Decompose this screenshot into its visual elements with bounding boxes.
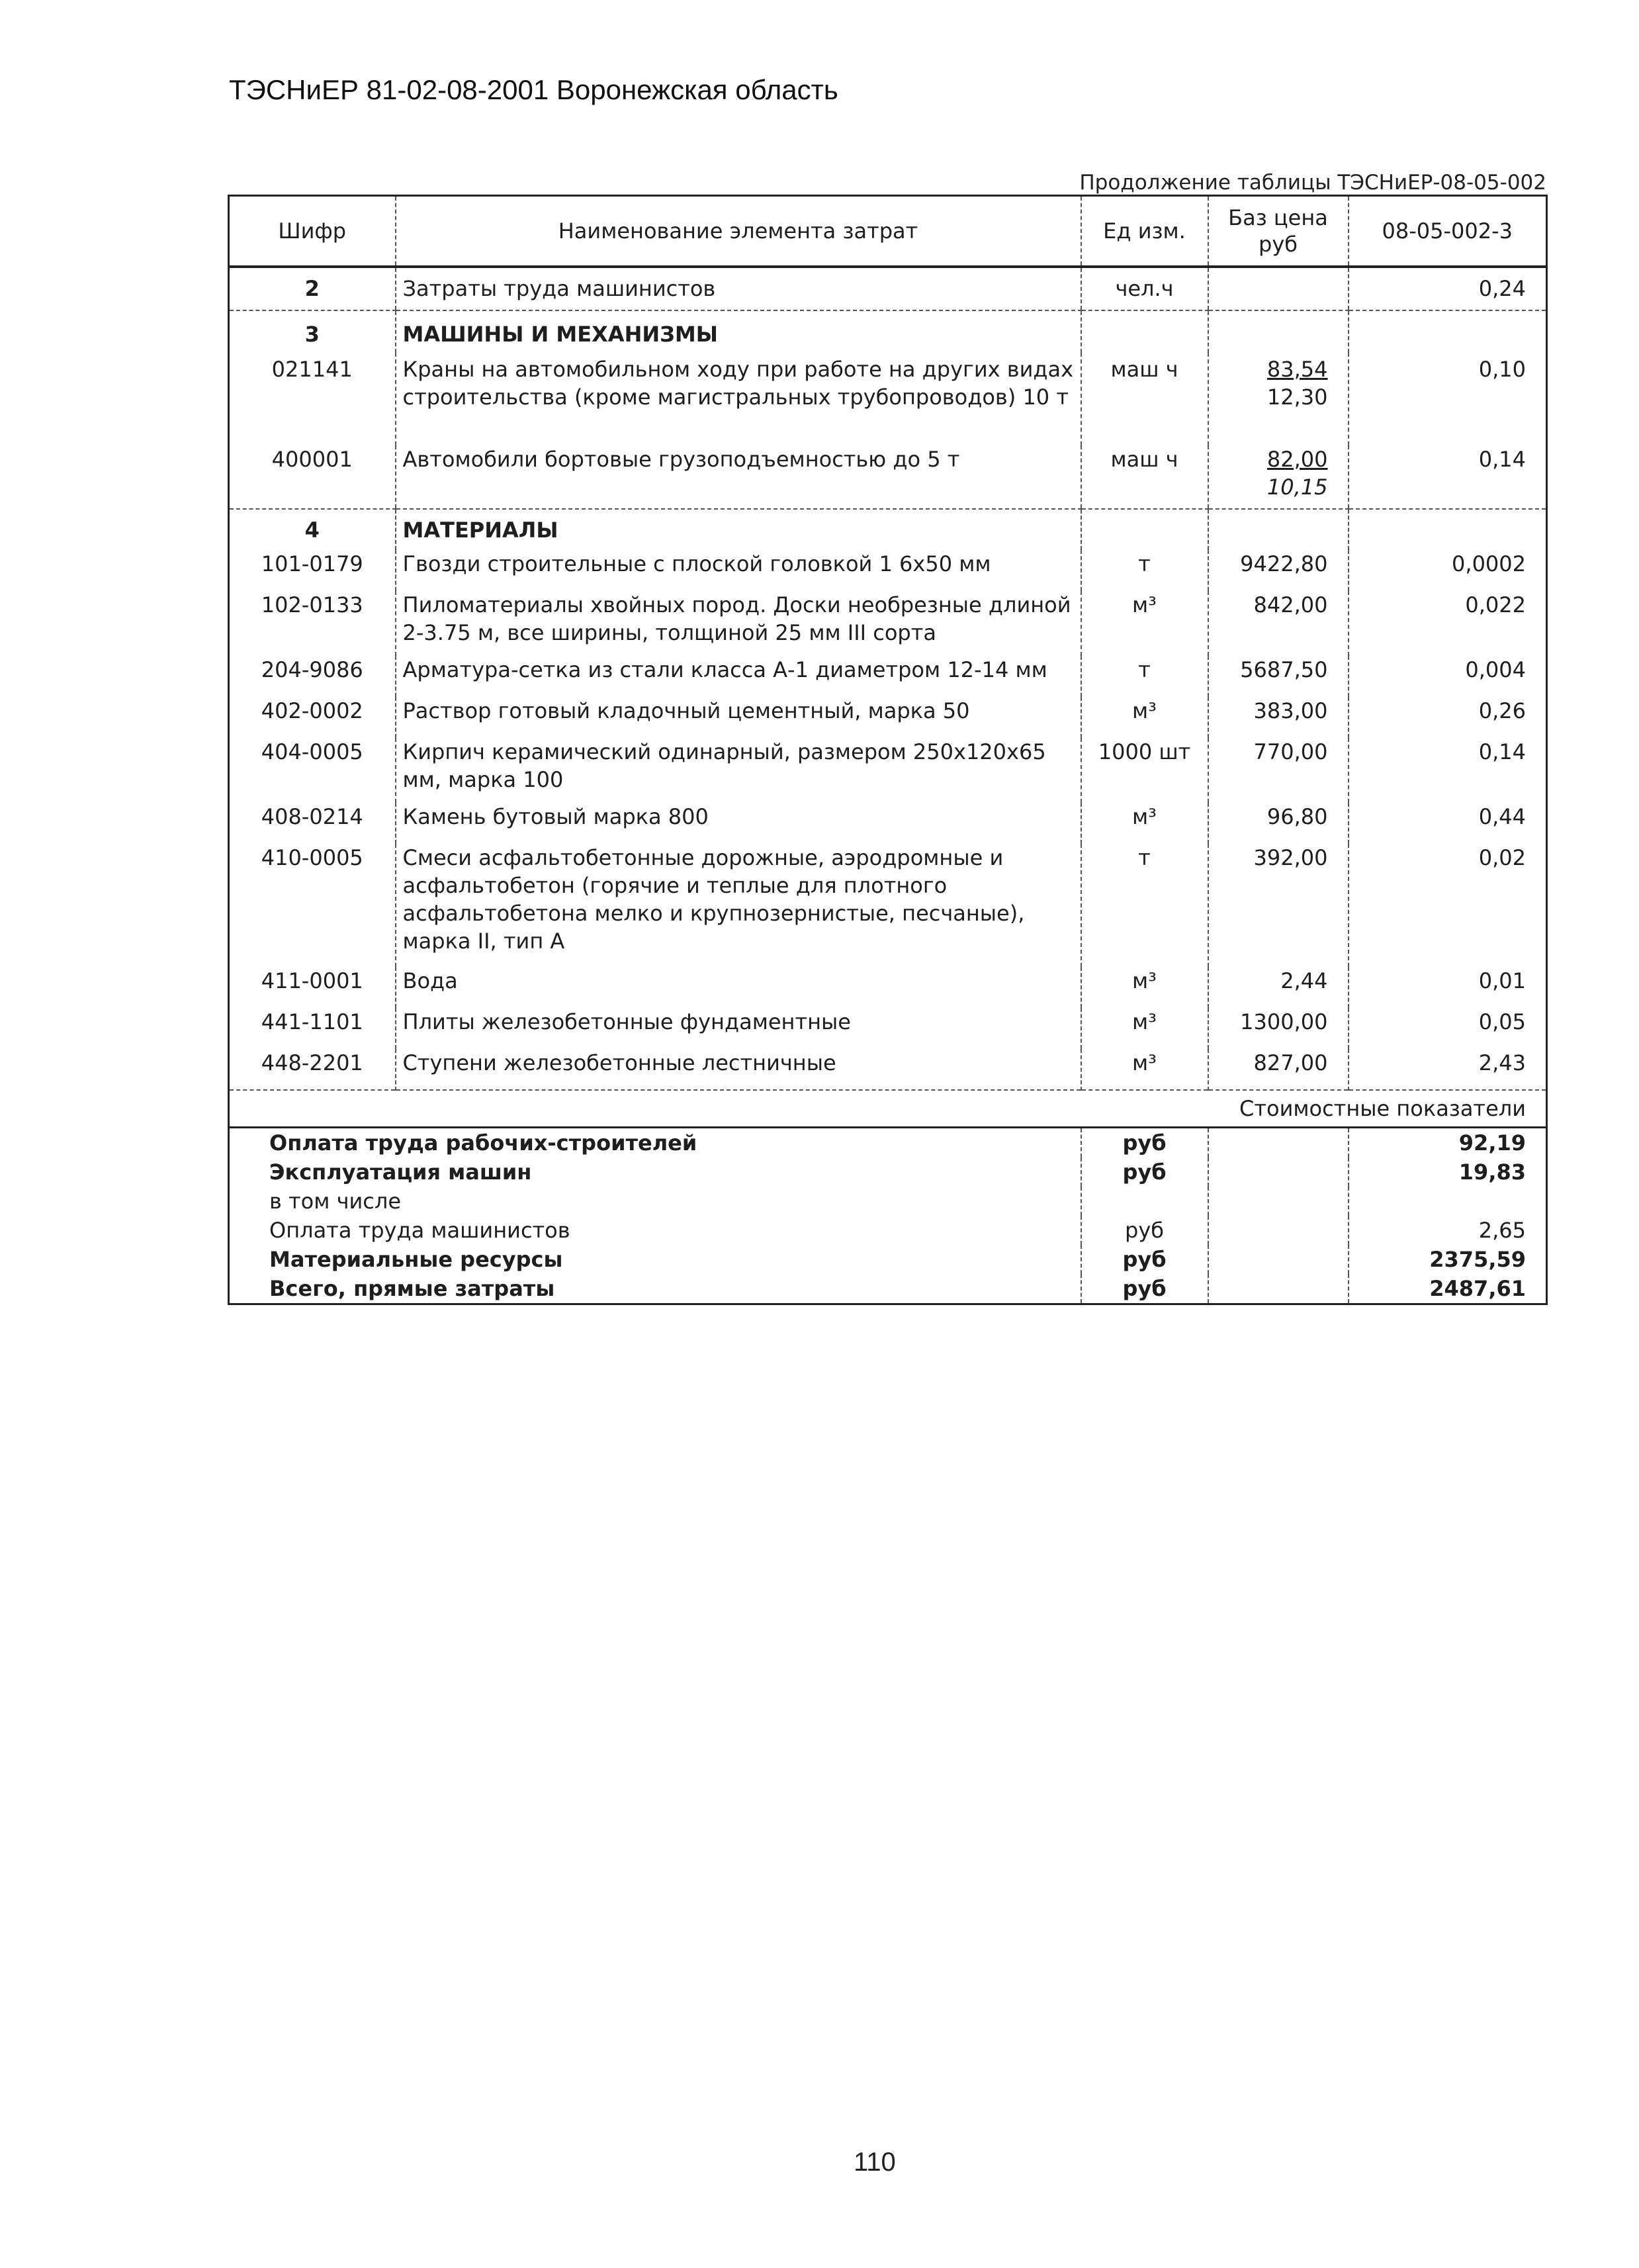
row-price: 1300,00 <box>1208 1008 1349 1049</box>
price-main: 82,00 <box>1266 447 1328 472</box>
document-title: ТЭСНиЕР 81-02-08-2001 Воронежская область <box>229 74 838 105</box>
row-unit: маш ч <box>1081 445 1208 509</box>
row-name: Ступени железобетонные лестничные <box>396 1049 1081 1090</box>
cost-header-row <box>229 1090 1547 1127</box>
row-price: 383,00 <box>1208 697 1349 738</box>
row-name: Пиломатериалы хвойных пород. Доски необрезные длиной 2-3.75 м, все ширины, толщиной 25 мм III сорта <box>396 591 1081 656</box>
row-name: Гвозди строительные с плоской головкой 1 6x50 мм <box>396 550 1081 591</box>
row-name: Плиты железобетонные фундаментные <box>396 1008 1081 1049</box>
row-price: 770,00 <box>1208 738 1349 803</box>
row-code: 441-1101 <box>261 1009 363 1034</box>
row-name: Арматура-сетка из стали класса А-1 диаметром 12-14 мм <box>396 656 1081 697</box>
table-row <box>229 844 1547 967</box>
row-name: Автомобили бортовые грузоподъемностью до 5 т <box>396 445 1081 509</box>
summary-row <box>229 1216 1547 1245</box>
row-unit: м³ <box>1081 803 1208 844</box>
row-value: 0,004 <box>1349 656 1547 697</box>
table-row <box>229 445 1547 509</box>
section-title: МАТЕРИАЛЫ <box>396 509 1081 550</box>
table-row <box>229 1008 1547 1049</box>
row-unit: 1000 шт <box>1081 738 1208 803</box>
row-name: Краны на автомобильном ходу при работе на других видах строительства (кроме магистральных трубопроводов) 10 т <box>396 353 1081 445</box>
row-value: 0,10 <box>1349 353 1547 445</box>
row-code: 204-9086 <box>261 657 363 682</box>
row-price <box>1208 353 1349 445</box>
summary-row <box>229 1127 1547 1157</box>
table-row <box>229 656 1547 697</box>
row-name: Затраты труда машинистов <box>396 267 1081 310</box>
row-code: 408-0214 <box>261 804 363 829</box>
page-number: 110 <box>854 2148 896 2177</box>
summary-unit: руб <box>1081 1274 1208 1304</box>
row-unit: м³ <box>1081 1008 1208 1049</box>
summary-unit: руб <box>1081 1245 1208 1274</box>
section-number: 4 <box>304 518 320 543</box>
resource-table <box>228 195 1548 1305</box>
summary-row <box>229 1245 1547 1274</box>
price-wage: 10,15 <box>1266 475 1328 500</box>
summary-label: в том числе <box>269 1188 401 1214</box>
summary-unit: руб <box>1081 1216 1208 1245</box>
row-code: 402-0002 <box>261 698 363 723</box>
row-name: Раствор готовый кладочный цементный, марка 50 <box>396 697 1081 738</box>
summary-value: 92,19 <box>1349 1127 1547 1157</box>
row-code: 410-0005 <box>261 845 363 870</box>
table-row <box>229 550 1547 591</box>
row-unit: чел.ч <box>1081 267 1208 310</box>
section-row <box>229 310 1547 353</box>
row-price: 2,44 <box>1208 967 1349 1008</box>
section-title: МАШИНЫ И МЕХАНИЗМЫ <box>396 310 1081 353</box>
summary-unit <box>1081 1187 1208 1216</box>
summary-label: Всего, прямые затраты <box>229 1274 1081 1304</box>
row-unit: маш ч <box>1081 353 1208 445</box>
row-price: 842,00 <box>1208 591 1349 656</box>
row-name: Кирпич керамический одинарный, размером 250x120x65 мм, марка 100 <box>396 738 1081 803</box>
row-price: 5687,50 <box>1208 656 1349 697</box>
header-unit: Ед изм. <box>1081 196 1208 267</box>
summary-value: 2375,59 <box>1349 1245 1547 1274</box>
row-code: 448-2201 <box>261 1050 363 1075</box>
table-continuation-caption: Продолжение таблицы ТЭСНиЕР-08-05-002 <box>1079 171 1546 195</box>
summary-row <box>229 1274 1547 1304</box>
row-value: 0,0002 <box>1349 550 1547 591</box>
table-row <box>229 738 1547 803</box>
summary-value: 2,65 <box>1349 1216 1547 1245</box>
row-price <box>1208 445 1349 509</box>
row-value: 0,14 <box>1349 738 1547 803</box>
row-code: 2 <box>229 267 396 310</box>
row-value: 0,44 <box>1349 803 1547 844</box>
row-value: 0,26 <box>1349 697 1547 738</box>
table-row <box>229 353 1547 445</box>
summary-label: Оплата труда рабочих-строителей <box>269 1130 697 1156</box>
row-code: 021141 <box>271 357 353 382</box>
row-price <box>1208 267 1349 310</box>
row-value: 2,43 <box>1349 1049 1547 1090</box>
row-price: 96,80 <box>1208 803 1349 844</box>
row-value: 0,02 <box>1349 844 1547 967</box>
row-unit: м³ <box>1081 1049 1208 1090</box>
summary-row <box>229 1187 1547 1216</box>
row-price: 9422,80 <box>1208 550 1349 591</box>
row-code: 102-0133 <box>261 592 363 617</box>
summary-unit: руб <box>1081 1157 1208 1187</box>
summary-row <box>229 1157 1547 1187</box>
row-code: 411-0001 <box>261 968 363 993</box>
header-price: Баз цена руб <box>1208 196 1349 267</box>
table-row <box>229 967 1547 1008</box>
summary-label: Оплата труда машинистов <box>269 1217 570 1243</box>
table-row <box>229 803 1547 844</box>
row-code: 404-0005 <box>261 739 363 764</box>
row-value: 0,05 <box>1349 1008 1547 1049</box>
row-code: 400001 <box>229 445 396 509</box>
row-unit: м³ <box>1081 697 1208 738</box>
row-value: 0,01 <box>1349 967 1547 1008</box>
summary-value: 2487,61 <box>1349 1274 1547 1304</box>
row-unit: м³ <box>1081 967 1208 1008</box>
row-price: 392,00 <box>1208 844 1349 967</box>
summary-value <box>1349 1187 1547 1216</box>
summary-unit: руб <box>1081 1127 1208 1157</box>
summary-label: Материальные ресурсы <box>269 1246 563 1272</box>
table-row <box>229 697 1547 738</box>
row-name: Камень бутовый марка 800 <box>396 803 1081 844</box>
row-unit: т <box>1081 844 1208 967</box>
row-unit: м³ <box>1081 591 1208 656</box>
price-main: 83,54 <box>1266 357 1328 382</box>
header-value: 08-05-002-3 <box>1349 196 1547 267</box>
table-row <box>229 267 1547 310</box>
row-value: 0,022 <box>1349 591 1547 656</box>
price-wage: 12,30 <box>1266 385 1328 410</box>
table-header-row <box>229 196 1547 267</box>
row-unit: т <box>1081 550 1208 591</box>
cost-header: Стоимостные показатели <box>229 1090 1547 1127</box>
table-row <box>229 591 1547 656</box>
row-name: Смеси асфальтобетонные дорожные, аэродромные и асфальтобетон (горячие и теплые для плотного асфальтобетона мелко и крупнозернистые, песчаные), марка II, тип А <box>396 844 1081 967</box>
header-name: Наименование элемента затрат <box>396 196 1081 267</box>
summary-value: 19,83 <box>1349 1157 1547 1187</box>
summary-label: Эксплуатация машин <box>269 1159 532 1185</box>
row-price: 827,00 <box>1208 1049 1349 1090</box>
header-code: Шифр <box>229 196 396 267</box>
row-value: 0,14 <box>1349 445 1547 509</box>
row-code: 101-0179 <box>261 551 363 576</box>
section-row <box>229 509 1547 550</box>
row-name: Вода <box>396 967 1081 1008</box>
row-value: 0,24 <box>1349 267 1547 310</box>
table-row <box>229 1049 1547 1090</box>
row-unit: т <box>1081 656 1208 697</box>
section-number: 3 <box>304 322 320 347</box>
